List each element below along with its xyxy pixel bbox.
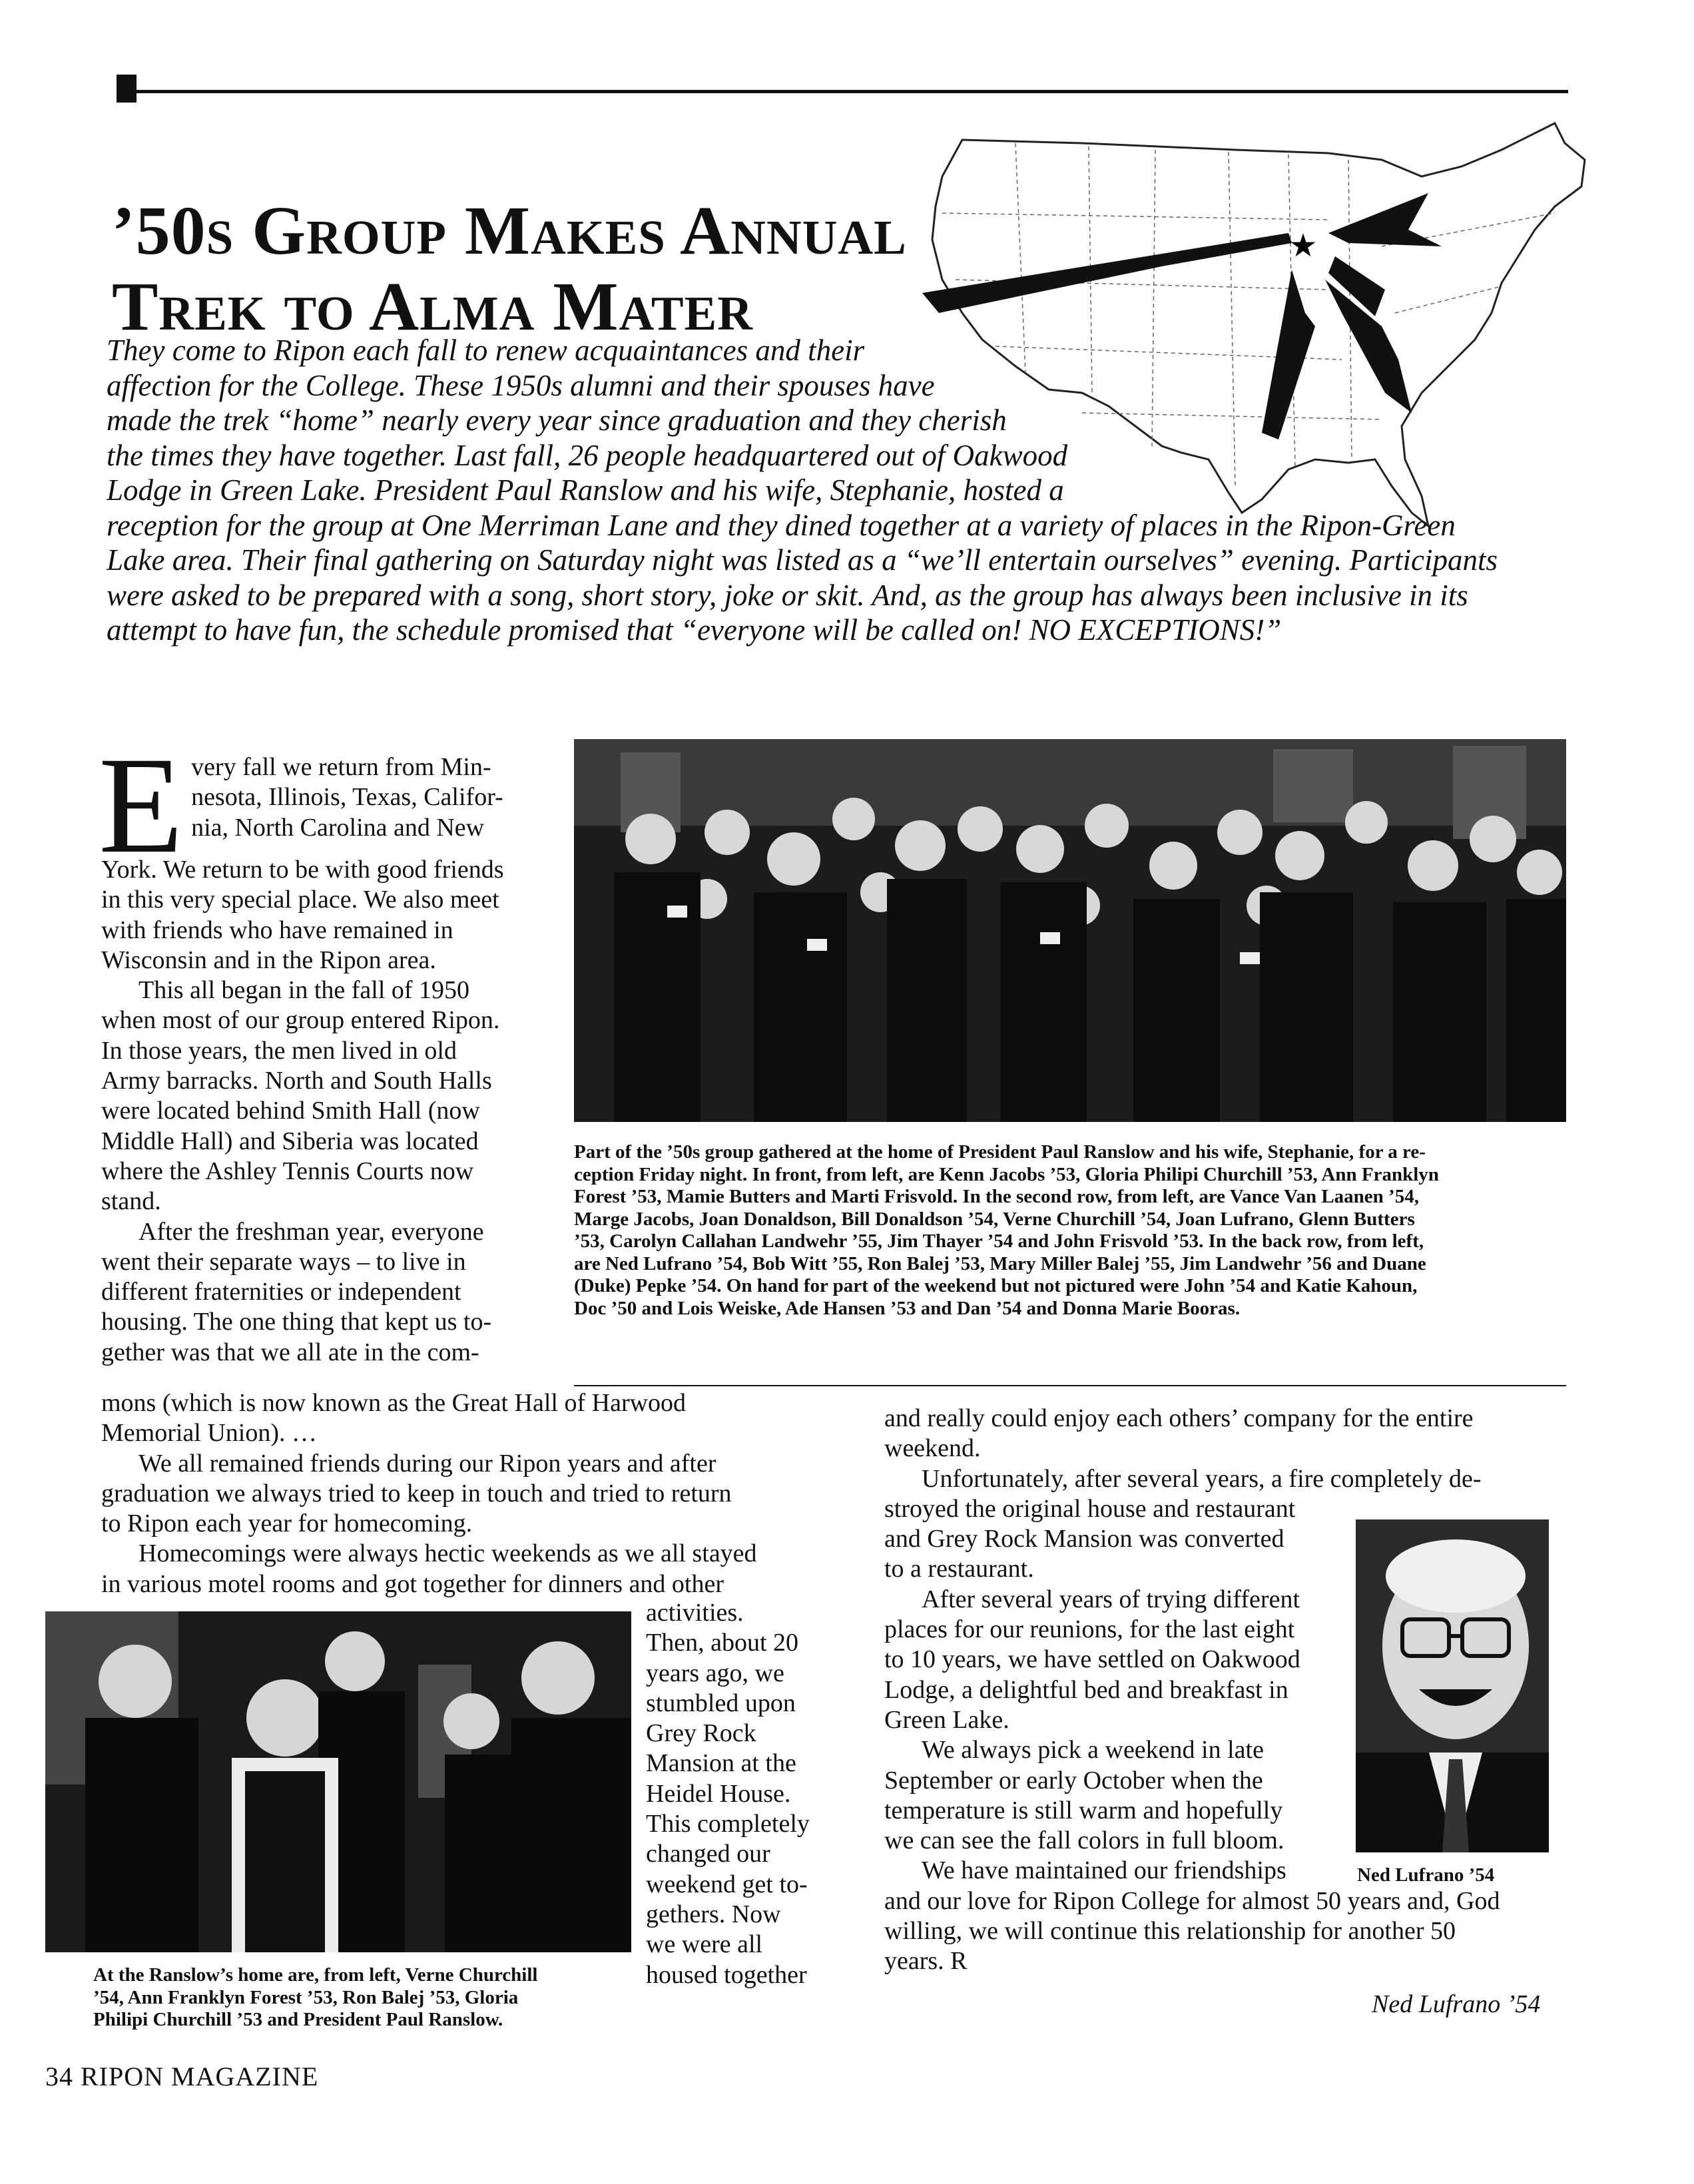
body-line: gethers. Now bbox=[646, 1900, 781, 1928]
body-line: and Grey Rock Mansion was converted bbox=[884, 1525, 1284, 1553]
body-line: stumbled upon bbox=[646, 1689, 796, 1717]
deck-line: reception for the group at One Merriman Lane and they dined together at a variety of places in the Ripon-Green bbox=[107, 508, 1456, 542]
arrow-from-east-icon bbox=[1328, 193, 1442, 246]
deck-line: made the trek “home” nearly every year since graduation and they cherish bbox=[107, 404, 1007, 437]
page-folio: 34 RIPON MAGAZINE bbox=[45, 2061, 319, 2091]
body-line: York. We return to be with good friends bbox=[101, 856, 504, 884]
body-line: housed together bbox=[646, 1960, 807, 1989]
body-line: to a restaurant. bbox=[884, 1555, 1034, 1583]
body-line: to 10 years, we have settled on Oakwood bbox=[884, 1645, 1300, 1674]
caption-line: At the Ranslow’s home are, from left, Verne Churchill bbox=[93, 1964, 538, 1986]
caption-line: Part of the ’50s group gathered at the home of President Paul Ranslow and his wife, Stephanie, for a re- bbox=[574, 1141, 1426, 1163]
deck-line: the times they have together. Last fall, 26 people headquartered out of Oakwood bbox=[107, 438, 1068, 472]
caption-line: (Duke) Pepke ’54. On hand for part of the weekend but not pictured were John ’54 and Katie Kahoun, bbox=[574, 1275, 1418, 1296]
body-line: stroyed the original house and restaurant bbox=[884, 1494, 1296, 1523]
body-line: nesota, Illinois, Texas, Califor- bbox=[191, 783, 503, 812]
body-line: were located behind Smith Hall (now bbox=[101, 1097, 480, 1125]
body-line: We have maintained our friendships bbox=[922, 1856, 1286, 1885]
body-line: went their separate ways – to live in bbox=[101, 1247, 466, 1276]
body-line: Memorial Union). … bbox=[101, 1419, 318, 1448]
body-line: September or early October when the bbox=[884, 1766, 1263, 1794]
ned-portrait-caption: Ned Lufrano ’54 bbox=[1357, 1864, 1495, 1886]
body-line: Then, about 20 bbox=[646, 1629, 799, 1657]
body-narrow-column bbox=[646, 1598, 846, 1990]
body-line: Middle Hall) and Siberia was located bbox=[101, 1127, 479, 1155]
caption-line: ception Friday night. In front, from left, are Kenn Jacobs ’53, Gloria Philipi Churchill ’53, Ann Franklyn bbox=[574, 1163, 1439, 1185]
body-line: Unfortunately, after several years, a fire completely de- bbox=[922, 1464, 1482, 1493]
group-photo bbox=[574, 739, 1566, 1122]
body-line: we were all bbox=[646, 1930, 763, 1959]
body-line: housing. The one thing that kept us to- bbox=[101, 1308, 492, 1336]
deck-line: affection for the College. These 1950s alumni and their spouses have bbox=[107, 368, 935, 402]
body-line: weekend get to- bbox=[646, 1870, 808, 1898]
body-line: where the Ashley Tennis Courts now bbox=[101, 1157, 474, 1185]
body-line: changed our bbox=[646, 1840, 770, 1868]
body-line: This all began in the fall of 1950 bbox=[139, 976, 470, 1005]
body-line: when most of our group entered Ripon. bbox=[101, 1006, 500, 1035]
drop-cap: E bbox=[99, 728, 184, 882]
caption-line: Forest ’53, Mamie Butters and Marti Frisvold. In the second row, from left, are Vance Van Laanen ’54, bbox=[574, 1186, 1419, 1207]
body-line: with friends who have remained in bbox=[101, 916, 453, 944]
body-line: After several years of trying different bbox=[922, 1585, 1300, 1613]
body-line: Wisconsin and in the Ripon area. bbox=[101, 946, 436, 974]
body-line: and really could enjoy each others’ company for the entire bbox=[884, 1404, 1474, 1432]
body-line: activities. bbox=[646, 1599, 744, 1627]
body-line: years. R bbox=[884, 1947, 968, 1976]
body-line: This completely bbox=[646, 1810, 810, 1838]
caption-line: Philipi Churchill ’53 and President Paul Ranslow. bbox=[93, 2009, 503, 2030]
body-line: mons (which is now known as the Great Hall of Harwood bbox=[101, 1389, 687, 1417]
caption-rule bbox=[574, 1385, 1566, 1386]
headline-line-2: Trek to Alma Mater bbox=[112, 268, 753, 345]
body-line: Army barracks. North and South Halls bbox=[101, 1067, 492, 1095]
body-line: in this very special place. We also meet bbox=[101, 886, 499, 914]
body-line: years ago, we bbox=[646, 1659, 784, 1687]
body-line: Lodge, a delightful bed and breakfast in bbox=[884, 1675, 1288, 1704]
ripon-star-icon: ★ bbox=[1288, 227, 1318, 264]
deck-line: attempt to have fun, the schedule promised that “everyone will be called on! NO EXCEPTIONS!” bbox=[107, 613, 1282, 647]
group-photo-caption bbox=[574, 1141, 1573, 1320]
body-line: Green Lake. bbox=[884, 1705, 1009, 1734]
body-line: gether was that we all ate in the com- bbox=[101, 1338, 479, 1366]
body-line: temperature is still warm and hopefully bbox=[884, 1796, 1283, 1824]
ranslow-home-photo bbox=[45, 1611, 631, 1952]
body-line: and our love for Ripon College for almost 50 years and, God bbox=[884, 1886, 1500, 1915]
body-line: graduation we always tried to keep in touch and tried to return bbox=[101, 1479, 732, 1507]
body-line: places for our reunions, for the last eight bbox=[884, 1615, 1295, 1644]
body-line: very fall we return from Min- bbox=[191, 753, 491, 781]
author-byline: Ned Lufrano ’54 bbox=[1372, 1990, 1541, 2018]
body-line: in various motel rooms and got together for dinners and other bbox=[101, 1569, 724, 1598]
header-square-marker bbox=[117, 75, 137, 103]
article-headline bbox=[112, 193, 944, 345]
body-line: weekend. bbox=[884, 1434, 981, 1463]
ranslow-home-caption bbox=[93, 1964, 613, 2032]
caption-line: Doc ’50 and Lois Weiske, Ade Hansen ’53 and Dan ’54 and Donna Marie Booras. bbox=[574, 1297, 1241, 1319]
body-line: nia, North Carolina and New bbox=[191, 813, 485, 842]
deck-line: Lake area. Their final gathering on Saturday night was listed as a “we’ll entertain ourselves” evening. Participants bbox=[107, 543, 1498, 577]
caption-line: ’54, Ann Franklyn Forest ’53, Ron Balej ’53, Gloria bbox=[93, 1986, 519, 2008]
body-line: to Ripon each year for homecoming. bbox=[101, 1509, 473, 1538]
body-line: We all remained friends during our Ripon years and after bbox=[139, 1449, 716, 1478]
caption-line: are Ned Lufrano ’54, Bob Witt ’55, Ron Balej ’53, Mary Miller Balej ’55, Jim Landwehr ’56 and Duane bbox=[574, 1252, 1426, 1274]
body-line: After the freshman year, everyone bbox=[139, 1217, 484, 1246]
headline-line-1: ’50s Group Makes Annual bbox=[112, 192, 907, 269]
article-deck bbox=[107, 333, 1585, 648]
deck-line: They come to Ripon each fall to renew acquaintances and their bbox=[107, 334, 865, 367]
body-line: we can see the fall colors in full bloom. bbox=[884, 1826, 1284, 1855]
body-line: Heidel House. bbox=[646, 1779, 791, 1808]
body-line: We always pick a weekend in late bbox=[922, 1736, 1264, 1765]
body-column-1 bbox=[99, 728, 554, 1368]
body-line: different fraternities or independent bbox=[101, 1278, 461, 1306]
body-line: Homecomings were always hectic weekends as we all stayed bbox=[139, 1539, 757, 1568]
arrow-from-west-icon bbox=[922, 233, 1292, 313]
body-line: willing, we will continue this relationship for another 50 bbox=[884, 1917, 1456, 1946]
body-line: In those years, the men lived in old bbox=[101, 1036, 457, 1065]
caption-line: Marge Jacobs, Joan Donaldson, Bill Donaldson ’54, Verne Churchill ’54, Joan Lufrano, Glenn Butters bbox=[574, 1208, 1415, 1230]
caption-line: ’53, Carolyn Callahan Landwehr ’55, Jim Thayer ’54 and John Frisvold ’53. In the back row, from left, bbox=[574, 1230, 1424, 1252]
deck-line: were asked to be prepared with a song, short story, joke or skit. And, as the group has always been inclusive in its bbox=[107, 578, 1468, 612]
body-line: Grey Rock bbox=[646, 1719, 756, 1748]
body-line: stand. bbox=[101, 1187, 161, 1216]
ned-lufrano-portrait bbox=[1356, 1519, 1549, 1852]
body-line: Mansion at the bbox=[646, 1749, 796, 1778]
deck-line: Lodge in Green Lake. President Paul Ranslow and his wife, Stephanie, hosted a bbox=[107, 473, 1064, 507]
header-rule bbox=[117, 90, 1568, 93]
body-continued bbox=[101, 1388, 867, 1599]
